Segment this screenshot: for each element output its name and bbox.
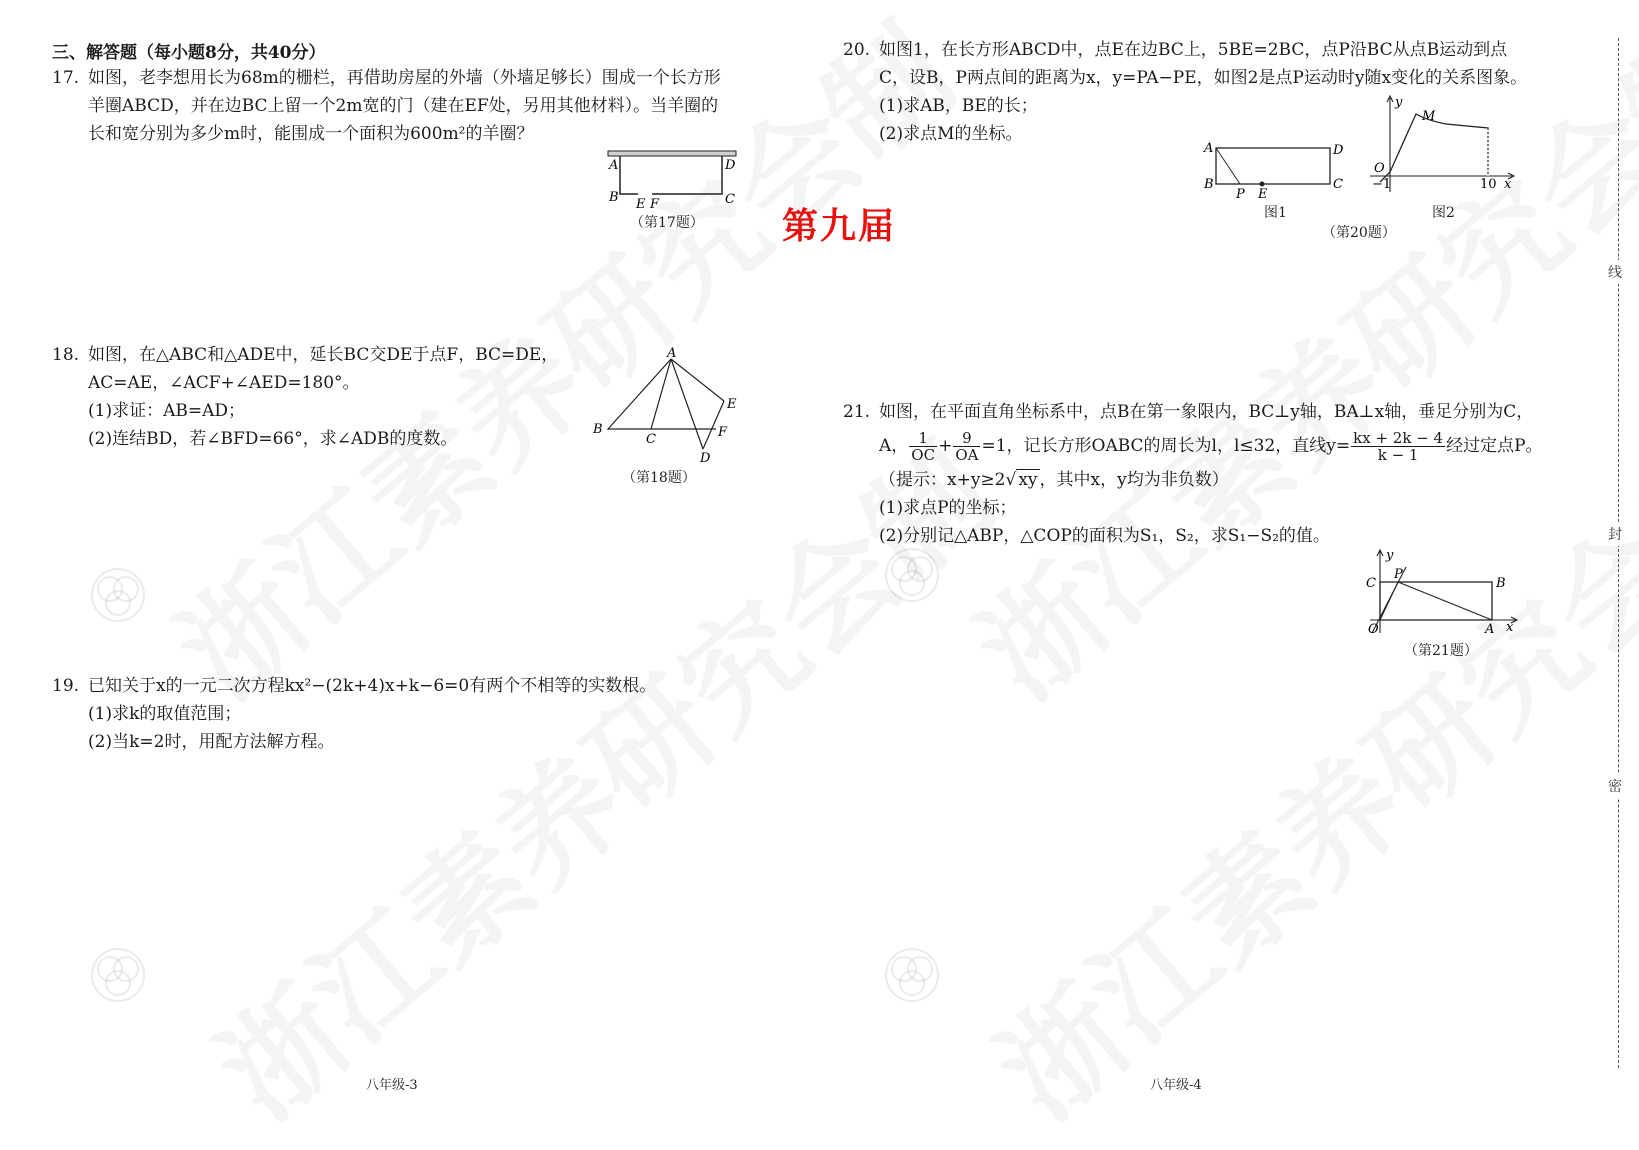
page-footer-right: 八年级-4 [1150, 1078, 1202, 1093]
question-17 [52, 64, 721, 148]
label-O: O [1368, 622, 1379, 637]
label-B: B [593, 422, 603, 437]
figure-18-diagram [588, 345, 748, 467]
figure-21-caption: （第21题） [1404, 643, 1478, 659]
question-text-line: A， $\frac{1}{OC}$ + $\frac{9}{OA}$ =1，记长方形OABC的周长为l，l≤32，直线y= $\frac{kx + 2k - 4}{k - 1}$ 经过定点P。 [879, 429, 1543, 464]
fraction-line-equation: $\frac{kx + 2k - 4}{k - 1}$ [1353, 429, 1444, 464]
label-10: 10 [1480, 177, 1497, 192]
binding-mark-feng: 封 [1608, 522, 1622, 546]
label-P: P [1394, 567, 1403, 582]
label-A: A [1204, 141, 1214, 156]
label-A: A [667, 346, 677, 361]
question-19 [52, 672, 656, 756]
question-number: 21. [843, 402, 871, 422]
question-text-line: (1)求k的取值范围； [88, 704, 242, 724]
question-text-line: 羊圈ABCD，并在边BC上留一个2m宽的门（建在EF处，另用其他材料）。当羊圈的 [88, 96, 719, 116]
label-x: x [1506, 620, 1514, 635]
figure-20-2-caption: 图2 [1432, 205, 1455, 221]
figure-20-2-graph [1366, 92, 1518, 196]
figure-20-1-caption: 图1 [1264, 205, 1287, 221]
label-E: E [636, 197, 646, 212]
question-text-line: 如图，在△ABC和△ADE中，延长BC交DE于点F，BC=DE， [88, 345, 559, 365]
figure-20-1-diagram [1200, 136, 1350, 200]
label-E: E [1258, 187, 1268, 200]
label-neg1: −1 [1372, 177, 1392, 192]
label-x: x [1504, 177, 1512, 192]
binding-dashed-line [1618, 38, 1619, 1068]
figure-21-diagram [1360, 545, 1520, 637]
section-title: 三、解答题（每小题8分，共40分） [52, 43, 326, 63]
label-A: A [1485, 622, 1495, 637]
figure-17-caption: （第17题） [630, 215, 704, 231]
question-number: 17. [52, 68, 80, 88]
question-hint: （提示：x+y≥2√ xy ，其中x，y均为非负数） [879, 470, 1229, 490]
label-O: O [1374, 161, 1385, 176]
question-text-line: (1)求点P的坐标； [879, 498, 1017, 518]
question-text-line: 已知关于x的一元二次方程kx²−(2k+4)x+k−6=0有两个不相等的实数根。 [88, 676, 657, 696]
figure-17-diagram [600, 148, 750, 216]
label-B: B [1496, 576, 1506, 591]
question-text-line: C，设B，P两点间的距离为x，y=PA−PE，如图2是点P运动时y随x变化的关系图象。 [879, 68, 1528, 88]
label-B: B [609, 190, 619, 205]
edition-stamp-label: 第九届 [782, 205, 897, 247]
question-text-line: (2)当k=2时，用配方法解方程。 [88, 732, 335, 752]
figure-18-caption: （第18题） [622, 470, 696, 486]
binding-mark-mi: 密 [1608, 774, 1622, 798]
label-C: C [1366, 576, 1376, 591]
logo-stamp-icon [882, 945, 942, 1005]
logo-stamp-icon [882, 545, 942, 605]
label-D: D [1333, 143, 1344, 158]
question-21 [843, 398, 1543, 550]
label-y: y [1386, 548, 1394, 563]
label-B: B [1204, 177, 1214, 192]
question-text-line: (2)求点M的坐标。 [879, 124, 1023, 144]
label-P: P [1236, 187, 1245, 200]
label-C: C [1333, 177, 1343, 192]
label-F: F [718, 425, 728, 440]
figure-20-caption: （第20题） [1322, 225, 1396, 241]
label-C: C [725, 192, 735, 207]
question-text-line: 如图，在平面直角坐标系中，点B在第一象限内，BC⊥y轴，BA⊥x轴，垂足分别为C， [879, 402, 1534, 422]
question-text-line: (2)分别记△ABP，△COP的面积为S₁，S₂，求S₁−S₂的值。 [879, 526, 1330, 546]
question-text-line: AC=AE，∠ACF+∠AED=180°。 [88, 373, 360, 393]
question-text-line: (1)求证：AB=AD； [88, 401, 246, 421]
binding-mark-xian: 线 [1608, 260, 1622, 284]
question-number: 18. [52, 345, 80, 365]
label-E: E [727, 397, 737, 412]
sqrt-icon: √ [1005, 470, 1017, 490]
question-text-line: 如图，老李想用长为68m的栅栏，再借助房屋的外墙（外墙足够长）围成一个长方形 [88, 68, 721, 88]
label-A: A [609, 158, 619, 173]
label-F: F [650, 197, 660, 212]
question-18 [52, 341, 558, 453]
question-text-line: 如图1，在长方形ABCD中，点E在边BC上，5BE=2BC，点P沿BC从点B运动到点 [879, 40, 1508, 60]
question-text-line: (2)连结BD，若∠BFD=66°，求∠ADB的度数。 [88, 429, 458, 449]
label-D: D [725, 158, 736, 173]
question-text-line: 长和宽分别为多少m时，能围成一个面积为600m²的羊圈？ [88, 124, 534, 144]
logo-stamp-icon [88, 565, 148, 625]
page-footer-left: 八年级-3 [366, 1078, 418, 1093]
question-text-line: (1)求AB，BE的长； [879, 96, 1038, 116]
label-y: y [1395, 95, 1403, 110]
question-number: 19. [52, 676, 80, 696]
fraction-1-over-oc: $\frac{1}{OC}$ [911, 429, 936, 464]
logo-stamp-icon [88, 945, 148, 1005]
fraction-9-over-oa: $\frac{9}{OA}$ [955, 429, 979, 464]
label-C: C [646, 432, 656, 447]
label-D: D [700, 451, 711, 466]
question-number: 20. [843, 40, 871, 60]
label-M: M [1422, 109, 1436, 124]
